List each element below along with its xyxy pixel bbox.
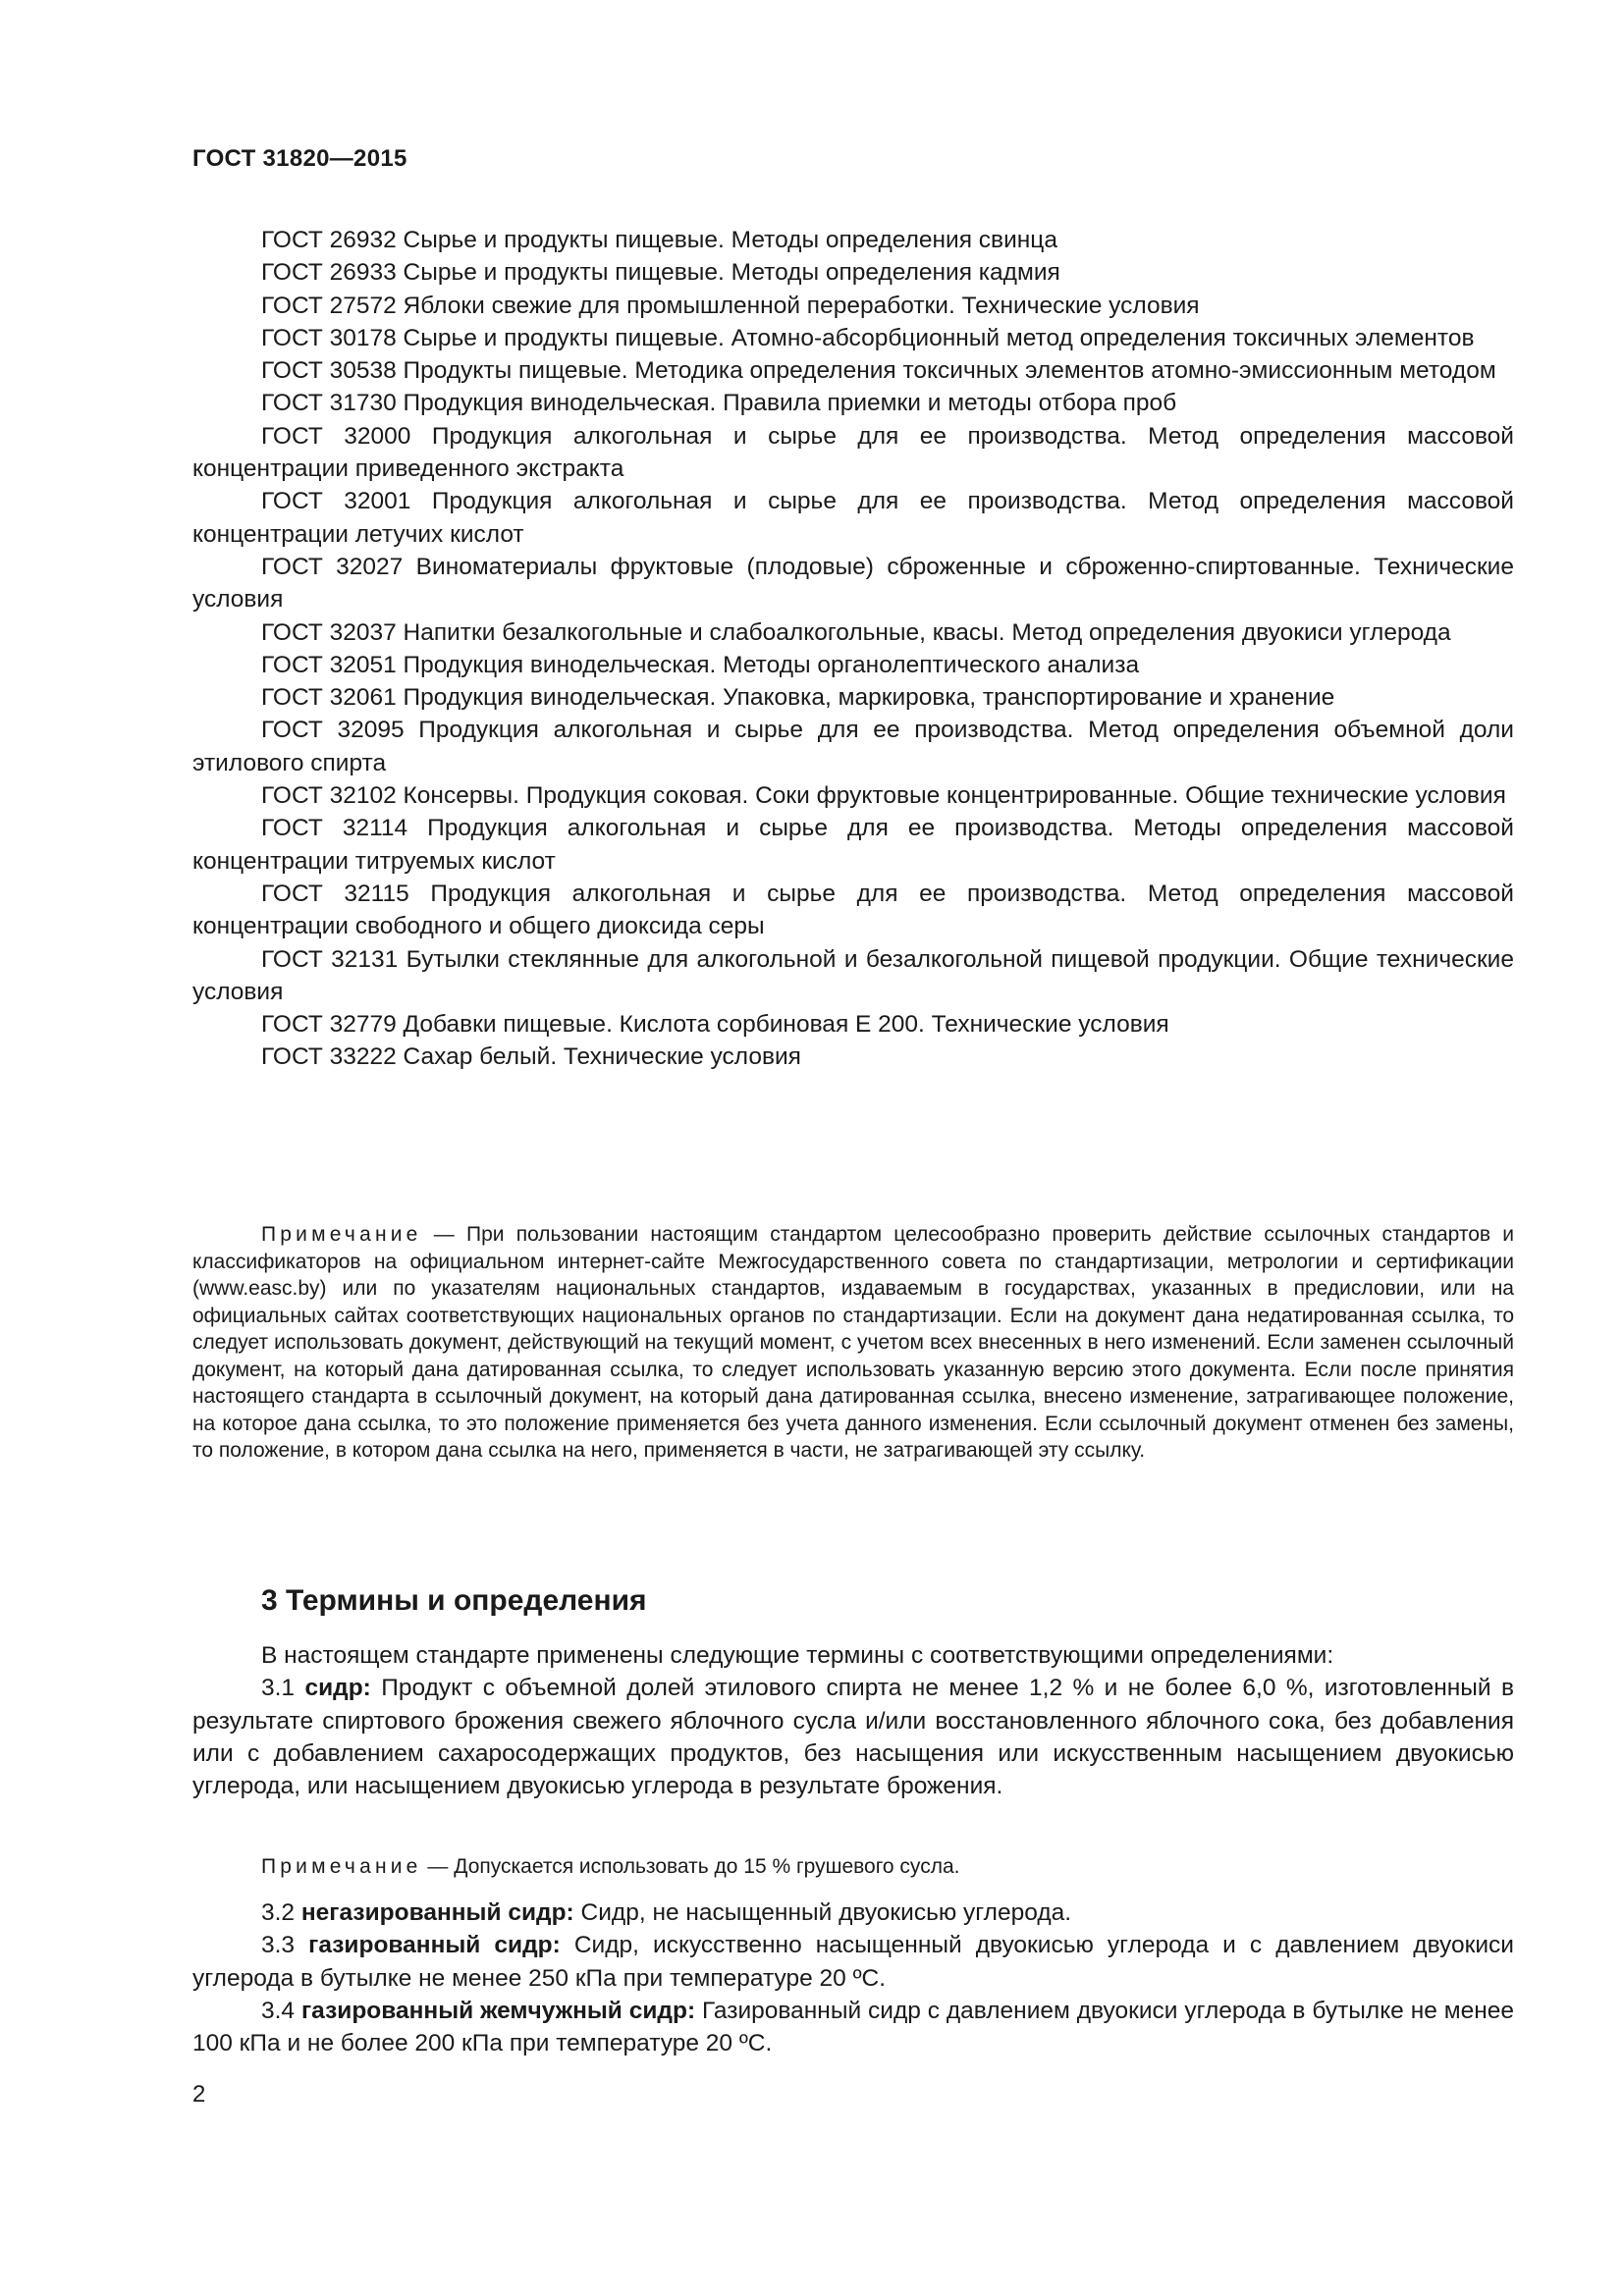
term-text: Сидр, не насыщенный двуокисью углерода. [573, 1899, 1072, 1926]
reference-item: ГОСТ 26933 Сырье и продукты пищевые. Методы определения кадмия [261, 259, 1060, 287]
term-note [261, 1853, 959, 1880]
note-text: При пользовании настоящим стандартом целесообразно проверить действие ссылочных стандартов и классификаторов на официальном интернет-сайте Межгосударственного совета по стандартизации, метрологии и сертификации (www.easc.by) или по указателям национальных стандартов, издаваемым в государствах, указанных в предисловии, или на официальных сайтах соответствующих национальных органов по стандартизации. Если на документ дана недатированная ссылка, то следует использовать документ, действующий на текущий момент, с учетом всех внесенных в него изменений. Если заменен ссылочный документ, на который дана датированная ссылка, то следует использовать указанную версию этого документа. Если после принятия настоящего стандарта в ссылочный документ, на который дана датированная ссылка, внесено изменение, затрагивающее положение, на которое дана ссылка, то это положение применяется без учета данного изменения. Если ссылочный документ отменен без замены, то положение, в котором дана ссылка на него, применяется в части, не затрагивающей эту ссылку. [192, 1223, 1515, 1462]
terms-block [192, 1639, 1514, 1802]
reference-item: ГОСТ 32037 Напитки безалкогольные и слабоалкогольные, квасы. Метод определения двуокиси углерода [261, 618, 1451, 646]
term-text: Сидр, искусственно насыщенный двуокисью углерода и с давлением двуокиси углерода в бутылке не менее 250 кПа при температуре 20 ºС. [192, 1932, 1514, 1992]
reference-item: ГОСТ 32027 Виноматериалы фруктовые (плодовые) сброженные и сброженно-спиртованные. Технические условия [192, 553, 1514, 614]
reference-item: ГОСТ 32131 Бутылки стеклянные для алкогольной и безалкогольной пищевой продукции. Общие технические условия [192, 945, 1514, 1005]
reference-item: ГОСТ 32779 Добавки пищевые. Кислота сорбиновая Е 200. Технические условия [261, 1011, 1169, 1039]
reference-item: ГОСТ 32061 Продукция винодельческая. Упаковка, маркировка, транспортирование и хранение [261, 684, 1335, 712]
term-note-text: Допускается использовать до 15 % грушевого сусла. [454, 1855, 960, 1878]
reference-item: ГОСТ 30178 Сырье и продукты пищевые. Атомно-абсорбционный метод определения токсичных элементов [261, 324, 1475, 351]
reference-item: ГОСТ 32051 Продукция винодельческая. Методы органолептического анализа [261, 651, 1140, 678]
term-definition [192, 1672, 1514, 1802]
note-label: Примечание [261, 1223, 422, 1246]
reference-item: ГОСТ 32095 Продукция алкогольная и сырье для ее производства. Метод определения объемной доли этилового спирта [192, 717, 1514, 776]
term-name: газированный жемчужный сидр: [300, 1997, 696, 2024]
reference-item: ГОСТ 32102 Консервы. Продукция соковая. Соки фруктовые концентрированные. Общие технические условия [261, 782, 1506, 810]
reference-item: ГОСТ 33222 Сахар белый. Технические условия [261, 1043, 801, 1071]
term-name: негазированный сидр: [300, 1899, 574, 1926]
note-paragraph [192, 1221, 1514, 1465]
reference-item: ГОСТ 32114 Продукция алкогольная и сырье для ее производства. Методы определения массовой концентрации титруемых кислот [192, 815, 1514, 875]
term-text: Газированный сидр с давлением двуокиси углерода в бутылке не менее 100 кПа и не более 200 кПа при температуре 20 ºС. [192, 1997, 1514, 2057]
term-name: сидр: [304, 1675, 371, 1702]
term-name: газированный сидр: [308, 1932, 561, 1959]
reference-item: ГОСТ 32000 Продукция алкогольная и сырье для ее производства. Метод определения массовой концентрации приведенного экстракта [192, 422, 1514, 483]
references-note [192, 1221, 1514, 1465]
term-number: 3.4 [261, 1997, 301, 2024]
terms-intro: В настоящем стандарте применены следующие термины с соответствующими определениями: [261, 1642, 1334, 1669]
reference-item: ГОСТ 32115 Продукция алкогольная и сырье для ее производства. Метод определения массовой концентрации свободного и общего диоксида серы [192, 880, 1514, 940]
term-note-label: Примечание [261, 1855, 422, 1878]
term-number: 3.2 [261, 1899, 301, 1926]
reference-item: ГОСТ 30538 Продукты пищевые. Методика определения токсичных элементов атомно-эмиссионным методом [261, 357, 1496, 385]
reference-item: ГОСТ 32001 Продукция алкогольная и сырье для ее производства. Метод определения массовой концентрации летучих кислот [192, 488, 1514, 548]
term-number: 3.3 [261, 1932, 309, 1959]
normative-references-list [192, 224, 1514, 1074]
note-dash: — [421, 1223, 466, 1246]
reference-item: ГОСТ 27572 Яблоки свежие для промышленной переработки. Технические условия [261, 292, 1200, 319]
document-header: ГОСТ 31820—2015 [192, 145, 407, 172]
page-number: 2 [192, 2081, 206, 2108]
term-definition [192, 1896, 1514, 1929]
reference-item: ГОСТ 26932 Сырье и продукты пищевые. Методы определения свинца [261, 227, 1057, 253]
section-title: 3 Термины и определения [261, 1584, 647, 1617]
term-note-dash: — [421, 1855, 455, 1878]
reference-item: ГОСТ 31730 Продукция винодельческая. Правила приемки и методы отбора проб [261, 390, 1177, 417]
terms-block-continued [192, 1896, 1514, 2059]
term-definition [192, 1995, 1514, 2060]
term-definition [192, 1929, 1514, 1995]
term-text: Продукт с объемной долей этилового спирта не менее 1,2 % и не более 6,0 %, изготовленный в результате спиртового брожения свежего яблочного сусла и/или восстановленного яблочного сока, без добавления или с добавлением сахаросодержащих продуктов, без насыщения или искусственным насыщением двуокисью углерода, или насыщением двуокисью углерода в результате брожения. [192, 1675, 1514, 1800]
term-number: 3.1 [261, 1675, 305, 1702]
